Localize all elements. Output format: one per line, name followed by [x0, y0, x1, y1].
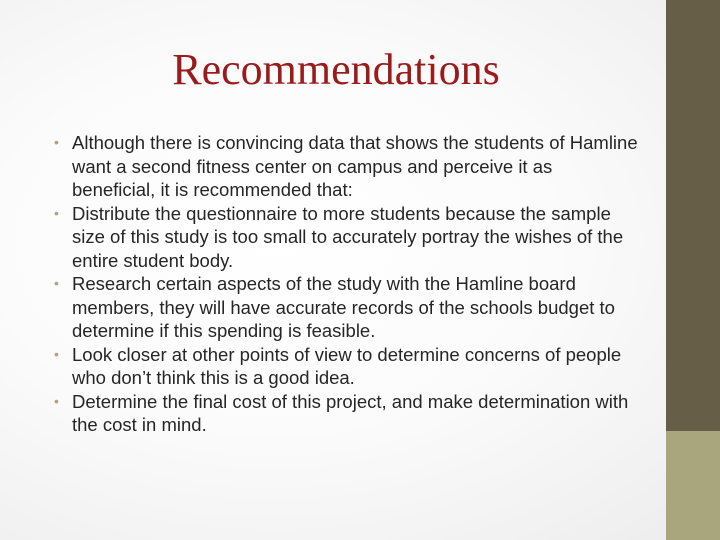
bullet-text: Determine the final cost of this project, and make determination with the cost in mind. — [72, 390, 629, 435]
bullet-item — [54, 343, 638, 390]
bullet-text: Look closer at other points of view to determine concerns of people who don’t think this is a good idea. — [72, 343, 622, 388]
bullet-item — [54, 390, 638, 437]
bullet-text: Distribute the questionnaire to more students because the sample size of this study is too small to accurately portray the wishes of the entire student body. — [72, 202, 624, 271]
bullet-marker-icon: • — [54, 392, 59, 409]
bullet-text: Research certain aspects of the study with the Hamline board members, they will have accurate records of the schools budget to determine if this spending is feasible. — [72, 273, 615, 341]
bullet-item — [54, 272, 638, 343]
bullet-text: Although there is convincing data that shows the students of Hamline want a second fitness center on campus and perceive it as beneficial, it is recommended that: — [72, 132, 638, 200]
bullet-marker-icon: • — [54, 134, 59, 150]
sidebar-accent-top — [666, 0, 720, 431]
bullet-item — [54, 131, 638, 202]
sidebar-accent-bottom — [666, 431, 720, 540]
bullet-marker-icon: • — [54, 345, 59, 362]
bullet-list — [54, 131, 638, 437]
bullet-marker-icon: • — [54, 204, 59, 221]
slide-title: Recommendations — [172, 45, 500, 94]
bullet-marker-icon: • — [54, 275, 59, 291]
bullet-item — [54, 202, 638, 273]
